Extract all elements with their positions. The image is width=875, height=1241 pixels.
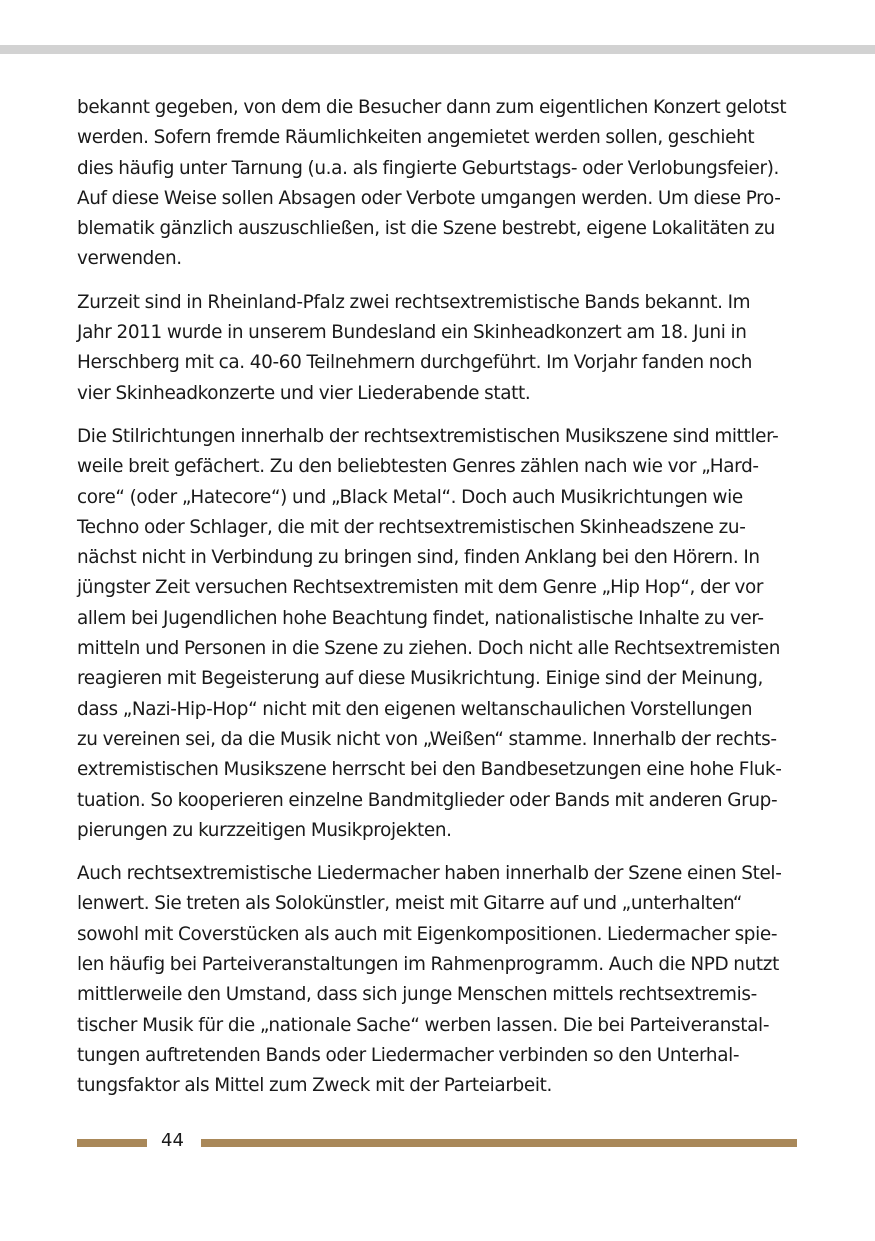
text-line: tischer Musik für die „nationale Sache“ werben lassen. Die bei Parteiveranstal- [77, 1014, 770, 1036]
text-line: Die Stilrichtungen innerhalb der rechtsextremistischen Musikszene sind mittler- [77, 425, 779, 447]
text-line: Jahr 2011 wurde in unserem Bundesland ein Skinheadkonzert am 18. Juni in [77, 322, 747, 344]
page-number: 44 [161, 1130, 184, 1151]
text-line: verwenden. [77, 248, 182, 270]
text-line: allem bei Jugendlichen hohe Beachtung findet, nationalistische Inhalte zu ver- [77, 607, 764, 629]
text-line: tungen auftretenden Bands oder Liedermacher verbinden so den Unterhal- [77, 1044, 740, 1066]
text-line: weile breit gefächert. Zu den beliebtesten Genres zählen nach wie vor „Hard- [77, 456, 759, 478]
text-line: core“ (oder „Hatecore“) und „Black Metal“. Doch auch Musikrichtungen wie [77, 486, 743, 508]
text-line: dass „Nazi-Hip-Hop“ nicht mit den eigenen weltanschaulichen Vorstellungen [77, 698, 753, 720]
text-line: vier Skinheadkonzerte und vier Liederabende statt. [77, 382, 531, 404]
text-line: reagieren mit Begeisterung auf diese Musikrichtung. Einige sind der Meinung, [77, 668, 763, 690]
paragraph-2 [77, 288, 799, 409]
text-line: Herschberg mit ca. 40-60 Teilnehmern durchgeführt. Im Vorjahr fanden noch [77, 352, 753, 374]
text-line: lenwert. Sie treten als Solokünstler, meist mit Gitarre auf und „unterhalten“ [77, 893, 743, 915]
text-line: Techno oder Schlager, die mit der rechtsextremistischen Skinheadszene zu- [77, 516, 746, 538]
text-line: jüngster Zeit versuchen Rechtsextremisten mit dem Genre „Hip Hop“, der vor [77, 577, 764, 599]
text-line: tuation. So kooperieren einzelne Bandmitglieder oder Bands mit anderen Grup- [77, 789, 778, 811]
text-line: zu vereinen sei, da die Musik nicht von „Weißen“ stamme. Innerhalb der rechts- [77, 728, 777, 750]
text-line: mitteln und Personen in die Szene zu ziehen. Doch nicht alle Rechtsextremisten [77, 638, 781, 660]
text-line: extremistischen Musikszene herrscht bei den Bandbesetzungen eine hohe Fluk- [77, 759, 782, 781]
text-line: Zurzeit sind in Rheinland-Pfalz zwei rechtsextremistische Bands bekannt. Im [77, 291, 751, 313]
paragraph-4 [77, 859, 799, 1101]
text-line: Auf diese Weise sollen Absagen oder Verbote umgangen werden. Um diese Pro- [77, 187, 781, 209]
paragraph-1 [77, 93, 799, 275]
text-line: werden. Sofern fremde Räumlichkeiten angemietet werden sollen, geschieht [77, 127, 755, 149]
text-line: mittlerweile den Umstand, dass sich junge Menschen mittels rechtsextremis- [77, 984, 757, 1006]
text-line: dies häufig unter Tarnung (u.a. als fingierte Geburtstags- oder Verlobungsfeier). [77, 157, 780, 179]
page-body [77, 93, 799, 1115]
text-line: len häufig bei Parteiveranstaltungen im Rahmenprogramm. Auch die NPD nutzt [77, 954, 779, 976]
footer-rule-right [201, 1139, 797, 1147]
text-line: Auch rechtsextremistische Liedermacher haben innerhalb der Szene einen Stel- [77, 863, 782, 885]
footer-rule-left [77, 1139, 147, 1147]
text-line: sowohl mit Coverstücken als auch mit Eigenkompositionen. Liedermacher spie- [77, 923, 778, 945]
text-line: bekannt gegeben, von dem die Besucher dann zum eigentlichen Konzert gelotst [77, 97, 787, 118]
text-line: nächst nicht in Verbindung zu bringen sind, finden Anklang bei den Hörern. In [77, 547, 760, 569]
text-line: pierungen zu kurzzeitigen Musikprojekten. [77, 819, 452, 841]
text-line: tungsfaktor als Mittel zum Zweck mit der Parteiarbeit. [77, 1075, 552, 1097]
text-line: blematik gänzlich auszuschließen, ist die Szene bestrebt, eigene Lokalitäten zu [77, 218, 775, 240]
top-rule [0, 45, 875, 54]
paragraph-3 [77, 422, 799, 846]
